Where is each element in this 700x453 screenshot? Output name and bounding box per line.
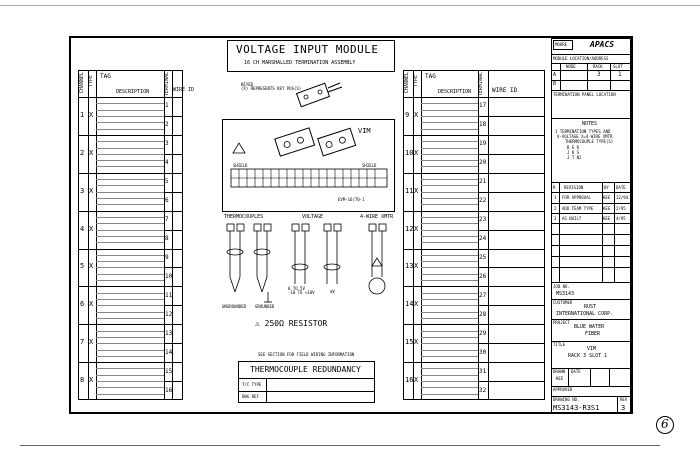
description-line: [421, 337, 478, 338]
description-line: [96, 204, 164, 205]
description-line: [421, 305, 478, 306]
channel-divider: [403, 211, 545, 212]
channel-divider: [403, 286, 545, 287]
terminal-number: 3: [165, 140, 169, 148]
description-line: [96, 122, 164, 123]
description-line: [421, 375, 478, 376]
description-line: [96, 103, 164, 104]
channel-number: 11: [405, 186, 414, 195]
channel-type: X: [414, 262, 419, 271]
channel-number: 2: [80, 148, 85, 157]
rev2-date: 2/95: [616, 206, 626, 211]
description-line: [96, 185, 164, 186]
thermocouples-label: THERMOCOUPLES: [224, 214, 264, 220]
description-line: [421, 350, 478, 351]
left-header-terminal: TERMINAL: [164, 72, 170, 97]
terminal-number: 7: [165, 216, 169, 224]
terminal-number: 15: [165, 367, 173, 375]
channel-type: X: [414, 110, 419, 119]
terminal-number: 9: [165, 253, 169, 261]
terminal-number: 31: [479, 367, 487, 375]
terminal-number: 22: [479, 197, 487, 205]
description-line: [421, 343, 478, 344]
customer-line-2: INTERNATIONAL CORP.: [556, 311, 614, 317]
notes-title: NOTES: [582, 121, 598, 127]
rev3-no: 3: [554, 216, 557, 221]
description-line: [96, 305, 164, 306]
terminal-number: 11: [165, 291, 173, 299]
description-line: [421, 394, 478, 395]
description-line: [96, 293, 164, 294]
terminal-number: 17: [479, 102, 487, 110]
description-line: [96, 160, 164, 161]
termination-panel-label: TERMINATION PANEL LOCATION: [553, 92, 616, 97]
channel-divider: [403, 173, 545, 174]
description-line: [96, 110, 164, 111]
channel-number: 6: [80, 300, 85, 309]
description-line: [96, 148, 164, 149]
channel-divider: [78, 135, 183, 136]
terminal-number: 26: [479, 272, 487, 280]
description-line: [421, 293, 478, 294]
description-line: [421, 198, 478, 199]
channel-type: X: [414, 376, 419, 385]
approved-label: APPROVED: [553, 387, 573, 392]
terminal-number: 19: [479, 140, 487, 148]
description-line: [421, 368, 478, 369]
vim-label: VIM: [358, 127, 371, 135]
terminal-number: 6: [165, 197, 169, 205]
channel-type: X: [414, 148, 419, 157]
dwg-ref-label: DWG REF: [242, 394, 259, 399]
description-line: [421, 204, 478, 205]
description-line: [96, 223, 164, 224]
channel-number: 3: [80, 186, 85, 195]
terminal-number: 12: [165, 310, 173, 318]
rev1-date: 12/94: [616, 195, 629, 200]
drawing-no-label: DRAWING NO.: [553, 397, 580, 402]
channel-number: 14: [405, 300, 414, 309]
description-line: [421, 179, 478, 180]
mv-label: mV: [330, 289, 335, 294]
note-grid-1: B E R: [567, 145, 580, 150]
project-line-1: BLUE WATER: [574, 324, 605, 330]
channel-divider: [403, 249, 545, 250]
customer-line-1: RUST: [584, 304, 597, 310]
description-line: [96, 192, 164, 193]
description-line: [96, 141, 164, 142]
terminal-number: 25: [479, 253, 487, 261]
moore-logo: MOORE: [555, 42, 568, 47]
description-line: [421, 223, 478, 224]
channel-type: X: [89, 224, 94, 233]
right-header-tag: TAG: [425, 73, 436, 80]
description-line: [96, 356, 164, 357]
channel-type: X: [414, 186, 419, 195]
description-line: [421, 148, 478, 149]
description-line: [96, 230, 164, 231]
description-line: [421, 312, 478, 313]
terminal-number: 23: [479, 216, 487, 224]
description-line: [96, 343, 164, 344]
description-line: [421, 318, 478, 319]
terminal-number: 21: [479, 178, 487, 186]
terminal-number: 1: [165, 102, 169, 110]
description-line: [421, 103, 478, 104]
right-header-wire-id: WIRE ID: [492, 87, 518, 94]
slot-value: 1: [618, 71, 622, 78]
description-line: [96, 267, 164, 268]
channel-divider: [78, 286, 183, 287]
resistor-note: ⚠ 250Ω RESISTOR: [255, 319, 328, 328]
terminal-number: 27: [479, 291, 487, 299]
rev-header-by: BY: [604, 185, 609, 190]
note-grid-2: J K S: [567, 150, 580, 155]
description-line: [421, 154, 478, 155]
description-line: [96, 331, 164, 332]
right-header-description: DESCRIPTION: [438, 89, 472, 95]
description-line: [421, 129, 478, 130]
description-line: [96, 337, 164, 338]
description-line: [421, 236, 478, 237]
page-subtitle: 16 CH MARSHALLED TERMINATION ASSEMBLY: [244, 60, 356, 66]
voltage-range: 0 TO 5V -10 TO +10V: [288, 286, 315, 295]
terminal-number: 5: [165, 178, 169, 186]
description-line: [421, 122, 478, 123]
note-1c: THERMOCOUPLE TYPE(S): [565, 139, 614, 144]
description-line: [421, 192, 478, 193]
terminal-number: 32: [479, 386, 487, 394]
terminal-number: 20: [479, 159, 487, 167]
channel-number: 1: [80, 110, 85, 119]
title-line-2: RACK 3 SLOT 1: [568, 353, 608, 359]
channel-divider: [78, 324, 183, 325]
right-header-type: TYPE: [413, 75, 419, 88]
description-line: [421, 356, 478, 357]
channel-divider: [78, 249, 183, 250]
tc-type-label: T/C TYPE: [242, 382, 262, 387]
terminal-number: 10: [165, 272, 173, 280]
scan-line-top: [0, 5, 700, 6]
channel-number: 9: [405, 110, 410, 119]
channel-number: 10: [405, 148, 414, 157]
channel-divider: [403, 324, 545, 325]
loc-header-slot: SLOT: [613, 64, 623, 69]
channel-divider: [78, 173, 183, 174]
description-line: [421, 381, 478, 382]
four-wire-label: 4-WIRE XMTR: [360, 214, 394, 220]
job-no: MS3143: [556, 291, 575, 297]
channel-divider: [78, 362, 183, 363]
description-line: [96, 350, 164, 351]
description-line: [96, 280, 164, 281]
terminal-number: 24: [479, 235, 487, 243]
loc-header-rack: RACK: [593, 64, 603, 69]
terminal-number: 14: [165, 348, 173, 356]
channel-divider: [403, 362, 545, 363]
rev2-by: KEE: [603, 206, 611, 211]
description-line: [421, 280, 478, 281]
rev3-desc: AS BUILT: [562, 216, 582, 221]
terminal-number: 29: [479, 329, 487, 337]
rev3-date: 4/95: [616, 216, 626, 221]
grounded-label: GROUNDED: [255, 304, 275, 309]
description-line: [421, 166, 478, 167]
note-1b: V-VOLTAGE X=4-WIRE XMTR: [557, 134, 613, 139]
customer-label: CUSTOMER: [553, 300, 573, 305]
terminal-number: 18: [479, 121, 487, 129]
channel-type: X: [89, 110, 94, 119]
rev1-by: KEE: [603, 195, 611, 200]
description-line: [96, 387, 164, 388]
description-line: [96, 255, 164, 256]
rev-label: REV: [620, 397, 628, 402]
rev3-by: KEE: [603, 216, 611, 221]
left-header-wire-id: WIRE ID: [173, 87, 195, 93]
description-line: [96, 261, 164, 262]
description-line: [421, 261, 478, 262]
terminal-number: 28: [479, 310, 487, 318]
channel-number: 16: [405, 376, 414, 385]
rev-header-revision: REVISION: [564, 185, 584, 190]
rev-no-header: R: [553, 185, 556, 190]
description-line: [96, 198, 164, 199]
description-line: [421, 217, 478, 218]
description-line: [421, 242, 478, 243]
drawn-label: DRAWN: [553, 369, 566, 374]
rack-value: 3: [597, 71, 601, 78]
keyed-module-icon: [290, 80, 350, 110]
right-header-channel: CHANNEL: [404, 72, 410, 94]
title-label: TITLE: [553, 342, 566, 347]
drawing-no: MS3143-R3S1: [553, 404, 600, 412]
rev1-desc: FOR APPROVAL: [562, 195, 591, 200]
description-line: [96, 129, 164, 130]
terminal-number: 30: [479, 348, 487, 356]
loc-header-node: NODE: [566, 64, 576, 69]
drawn-by: KEE: [556, 376, 564, 381]
rev2-no: 2: [554, 206, 557, 211]
description-line: [96, 154, 164, 155]
description-line: [96, 166, 164, 167]
right-header-terminal: TERMINAL: [478, 72, 484, 97]
shield-left-label: SHIELD: [233, 163, 248, 168]
description-line: [96, 318, 164, 319]
description-line: [421, 230, 478, 231]
description-line: [421, 185, 478, 186]
module-location-label: MODULE LOCATION/ADDRESS: [553, 56, 609, 61]
shield-right-label: SHIELD: [362, 163, 377, 168]
left-header-tag: TAG: [100, 73, 111, 80]
description-line: [421, 160, 478, 161]
description-line: [96, 217, 164, 218]
channel-number: 12: [405, 224, 414, 233]
channel-type: X: [89, 338, 94, 347]
description-line: [96, 242, 164, 243]
channel-type: X: [89, 376, 94, 385]
field-wiring-note: SEE SECTION FOR FIELD WIRING INFORMATION: [258, 352, 355, 357]
terminal-number: 13: [165, 329, 173, 337]
description-line: [421, 299, 478, 300]
description-line: [96, 368, 164, 369]
channel-number: 5: [80, 262, 85, 271]
voltage-label: VOLTAGE: [302, 214, 324, 220]
description-line: [96, 381, 164, 382]
description-line: [96, 179, 164, 180]
description-line: [421, 387, 478, 388]
apacs-logo: APACS: [590, 40, 615, 49]
left-header-description: DESCRIPTION: [116, 89, 150, 95]
description-line: [96, 299, 164, 300]
note-grid-3: J T N2: [567, 155, 582, 160]
description-line: [96, 116, 164, 117]
channel-type: X: [414, 224, 419, 233]
description-line: [421, 274, 478, 275]
terminal-number: 8: [165, 235, 169, 243]
channel-number: 13: [405, 262, 414, 271]
field-wiring-diagram: [222, 222, 397, 317]
description-line: [421, 116, 478, 117]
project-line-2: FIBER: [585, 331, 601, 337]
description-line: [421, 267, 478, 268]
description-line: [96, 312, 164, 313]
channel-number: 4: [80, 224, 85, 233]
terminal-number: 4: [165, 159, 169, 167]
left-header-type: TYPE: [88, 75, 94, 88]
page-number: 6: [661, 417, 669, 431]
scan-line-bottom: [20, 445, 660, 446]
page-title: VOLTAGE INPUT MODULE: [236, 43, 379, 56]
description-line: [96, 236, 164, 237]
note-1: 1 TERMINATION TYPES AND: [555, 129, 611, 134]
channel-type: X: [89, 148, 94, 157]
job-no-label: JOB NO.: [553, 284, 570, 289]
description-line: [421, 141, 478, 142]
rev-value: 3: [621, 404, 626, 412]
keyed-note: KEYED (X) REPRESENTS KEY POS(S): [241, 82, 302, 91]
description-line: [96, 394, 164, 395]
ungrounded-label: UNGROUNDED: [222, 304, 247, 309]
date-label: DATE: [571, 369, 581, 374]
channel-divider: [403, 135, 545, 136]
rev1-no: 1: [554, 195, 557, 200]
channel-number: 15: [405, 338, 414, 347]
description-line: [421, 331, 478, 332]
channel-type: X: [414, 300, 419, 309]
part-number: EVM-16/70-1: [338, 197, 365, 202]
description-line: [96, 375, 164, 376]
channel-type: X: [414, 338, 419, 347]
channel-type: X: [89, 186, 94, 195]
title-line-1: VIM: [587, 346, 597, 352]
channel-type: X: [89, 262, 94, 271]
channel-type: X: [89, 300, 94, 309]
description-line: [421, 110, 478, 111]
rev-header-date: DATE: [616, 185, 626, 190]
row-b: B: [553, 81, 557, 87]
left-header-channel: CHANNEL: [79, 72, 85, 94]
description-line: [96, 274, 164, 275]
redundancy-title: THERMOCOUPLE REDUNDANCY: [250, 365, 361, 374]
rev2-desc: ADD TEAM TYPE: [562, 206, 594, 211]
terminal-number: 2: [165, 121, 169, 129]
channel-divider: [78, 211, 183, 212]
channel-number: 7: [80, 338, 85, 347]
row-a: A: [553, 72, 557, 78]
terminal-number: 16: [165, 386, 173, 394]
description-line: [421, 255, 478, 256]
project-label: PROJECT: [553, 320, 570, 325]
channel-number: 8: [80, 376, 85, 385]
